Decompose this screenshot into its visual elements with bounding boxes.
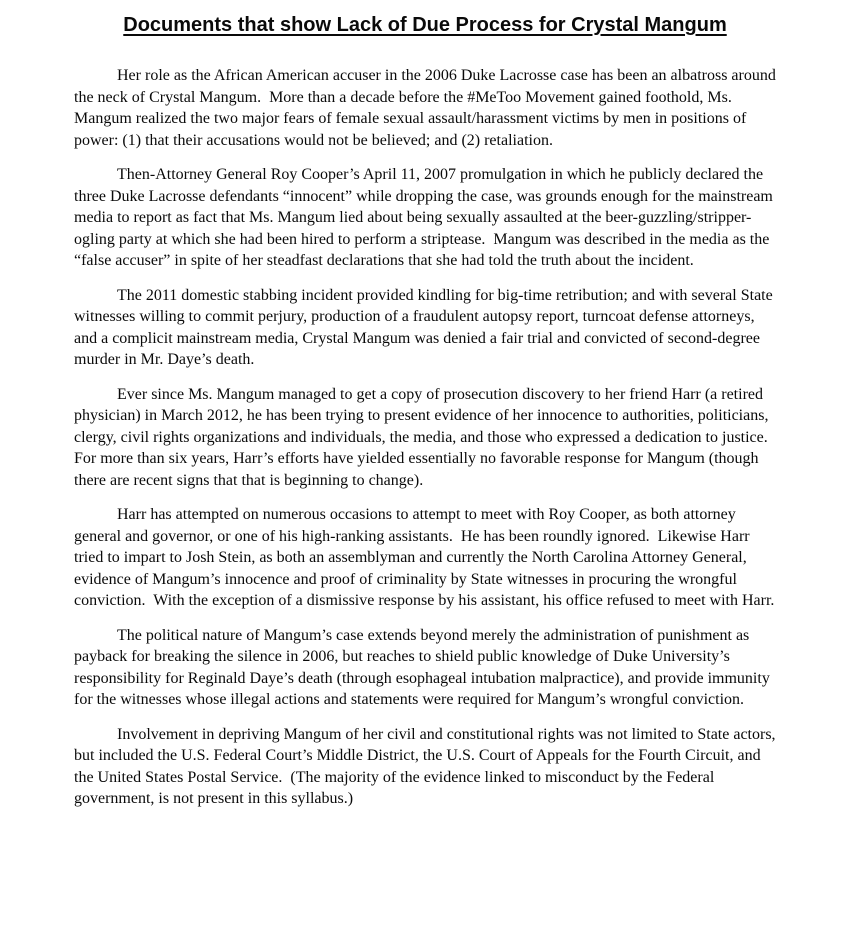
paragraph-3: The 2011 domestic stabbing incident provided kindling for big-time retribution; and with several State witnesses willing to commit perjury, production of a fraudulent autopsy report, turncoat defense attorneys, and a complicit mainstream media, Crystal Mangum was denied a fair trial and convicted of second-degree murder in Mr. Daye’s death. (74, 286, 777, 368)
paragraph-2: Then-Attorney General Roy Cooper’s April 11, 2007 promulgation in which he publicly declared the three Duke Lacrosse defendants “innocent” while dropping the case, was grounds enough for the mainstream media to report as fact that Ms. Mangum lied about being sexually assaulted at the beer-guzzling/stripper-ogling party at which she had been hired to perform a striptease. Mangum was described in the media as the “false accuser” in spite of her steadfast declarations that she had told the truth about the incident. (74, 166, 777, 269)
paragraph-1: Her role as the African American accuser in the 2006 Duke Lacrosse case has been an albatross around the neck of Crystal Mangum. More than a decade before the #MeToo Movement gained foothold, Ms. Mangum realized the two major fears of female sexual assault/harassment victims by men in positions of power: (1) that their accusations would not be believed; and (2) retaliation. (74, 67, 780, 149)
paragraph-7: Involvement in depriving Mangum of her civil and constitutional rights was not limited to State actors, but included the U.S. Federal Court’s Middle District, the U.S. Court of Appeals for the Fourth Circuit, and the United States Postal Service. (The majority of the evidence linked to misconduct by the Federal government, is not present in this syllabus.) (74, 725, 780, 807)
paragraph-4: Ever since Ms. Mangum managed to get a copy of prosecution discovery to her friend Harr (a retired physician) in March 2012, he has been trying to present evidence of her innocence to authorities, politicians, clergy, civil rights organizations and individuals, the media, and those who expressed a dedication to justice. For more than six years, Harr’s efforts have yielded essentially no favorable response for Mangum (though there are recent signs that that is beginning to change). (74, 385, 776, 489)
paragraph-5: Harr has attempted on numerous occasions to attempt to meet with Roy Cooper, as both attorney general and governor, or one of his high-ranking assistants. He has been roundly ignored. Likewise Harr tried to impart to Josh Stein, as both an assemblyman and currently the North Carolina Attorney General, evidence of Mangum’s innocence and proof of criminality by State witnesses in procuring the wrongful conviction. With the exception of a dismissive response by his assistant, his office refused to meet with Harr. (74, 506, 775, 609)
document-title: Documents that show Lack of Due Process for Crystal Mangum (123, 14, 727, 36)
document-body (74, 65, 780, 810)
paragraph-6: The political nature of Mangum’s case extends beyond merely the administration of punishment as payback for breaking the silence in 2006, but reaches to shield public knowledge of Duke University’s responsibility for Reginald Daye’s death (through esophageal intubation malpractice), and provide immunity for the witnesses whose illegal actions and statements were required for Mangum’s wrongful conviction. (74, 626, 774, 708)
